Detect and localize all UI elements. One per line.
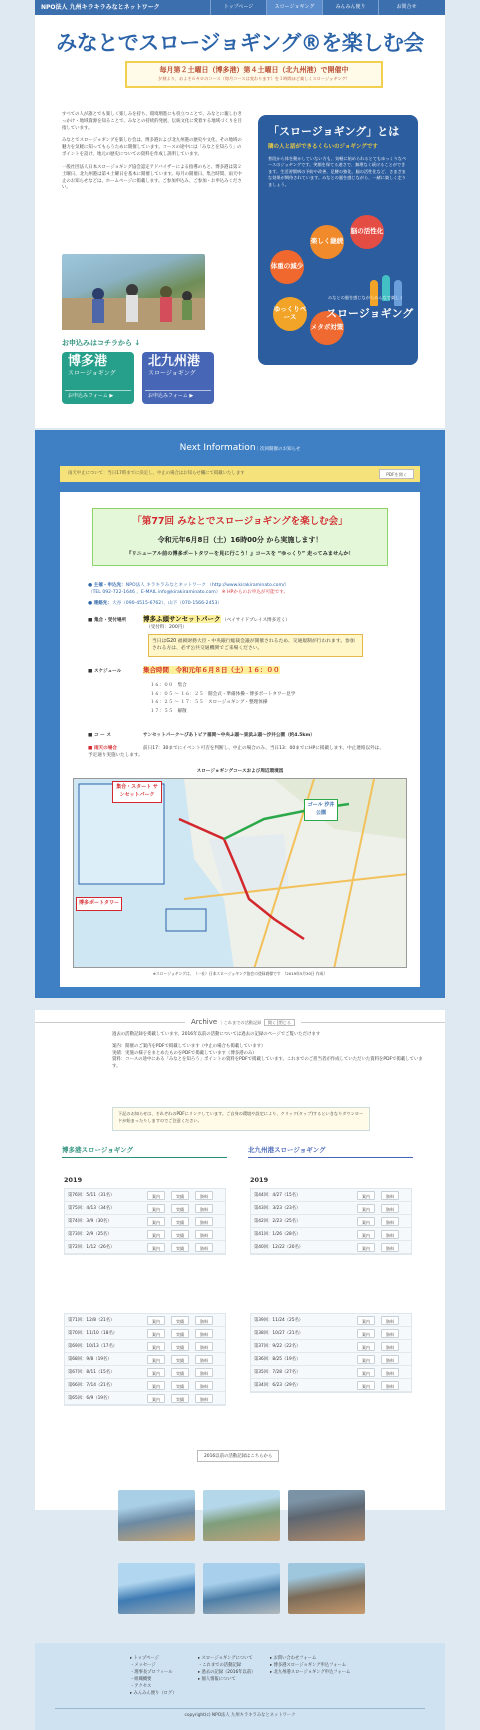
divider [55,1708,425,1709]
archive-item: 実績：実施の様子をまとめたものをPDFで掲載しています（博多港のみ） [112,1050,257,1056]
archive-row-label: 第74回：3/9（30名） [68,1219,112,1224]
hakata-archive-title: 博多港スロージョギング [62,1145,227,1158]
archive-row-label: 第72回：1/12（26名） [68,1245,115,1250]
runner-figure [370,280,378,306]
badge-continue: 楽しく継続 [310,225,344,259]
archive-row-label: 第73回：2/9（25名） [68,1232,112,1237]
apply-title: お申込みはコチラから ↓ [62,339,141,347]
hakata-archive-table-2 [64,1313,226,1406]
nav-minmin[interactable]: みんみん便り [322,0,378,15]
next-info-title: Next Information｜次回開催のお知らせ [179,443,301,453]
archive-row [65,1314,225,1327]
nav-top[interactable]: トップページ [210,0,266,15]
kita-year: 2019 [250,1176,269,1184]
contact-row: ● 連絡先：大谷（090-4515-6762）、山下（070-1566-2453） [88,601,222,606]
archive-docs-button[interactable]: 資料 [381,1381,399,1390]
archive-row-label: 第76回：5/11（31名） [68,1193,115,1198]
archive-docs-button[interactable]: 資料 [381,1316,399,1325]
archive-report-button[interactable]: 実績 [171,1243,189,1252]
archive-docs-button[interactable]: 資料 [195,1316,213,1325]
activity-photo [118,1563,195,1614]
site-footer [35,1643,445,1730]
about-caption: みなとの風を感じながらみんなで楽しく [328,295,404,300]
organizer-row: ● 主催・申込先：NPO法人 キラキラみなとネットワーク （http://www.kirakiraminato.com/） （TEL 092-722-1646 、E-MAIL info@kirakiraminato.com） ※ HPからのお申込が可能です。 [88,583,290,596]
archive-report-button[interactable]: 実績 [171,1316,189,1325]
archive-notice-button[interactable]: 案内 [147,1204,165,1213]
archive-docs-button[interactable]: 資料 [381,1204,399,1213]
archive-docs-button[interactable]: 資料 [195,1243,213,1252]
archive-row [65,1366,225,1379]
badge-brain: 脳の活性化 [350,215,384,249]
archive-docs-button[interactable]: 資料 [195,1381,213,1390]
footer-link[interactable]: ▸ トップページ [130,1656,159,1661]
next-info-section [35,430,445,998]
archive-notice-button[interactable]: 案内 [357,1204,375,1213]
map-label-goal: ゴール 汐井公園 [304,799,338,821]
about-big-label: スロージョギング [326,307,414,320]
archive-report-button[interactable]: 実績 [171,1191,189,1200]
place-row: ■ 集合・受付場所 博多ふ頭サンセットパーク （ベイサイドプレイス博多近く） （受付料：200円） [88,615,291,631]
archive-row [65,1379,225,1392]
schedule-row: ■ スケジュール 集合時間 令和元年６月８日（土）１６：００ [88,666,280,674]
archive-report-button[interactable]: 実績 [171,1342,189,1351]
archive-item: 資料：コースの途中にある「みなとを知ろう」ポイントの資料をPDFで掲載しています。これまでのご担当者が作成していただいた資料をPDFで掲載しています。 [112,1057,423,1070]
kita-archive-title: 北九州港スロージョギング [248,1145,413,1158]
schedule-sub: 夕刻より、およそ６キロのコース（毎月コースは変わります）を１時間ほど楽しくスロージョギング！ [158,75,350,81]
photo-illustration [62,254,205,330]
organizer-link[interactable]: NPO法人 キラキラみなとネットワーク （http://www.kirakiraminato.com/） [125,583,290,588]
archive-report-button[interactable]: 実績 [171,1381,189,1390]
archive-text [112,1032,430,1071]
archive-notice-button[interactable]: 案内 [357,1191,375,1200]
archive-row [65,1189,225,1202]
activity-photo [288,1490,365,1541]
runner-figure [394,280,402,306]
footer-link[interactable]: ・理事長プロフィール [130,1670,173,1676]
archive-row-label: 第75回：4/13（34名） [68,1206,115,1211]
global-nav [210,0,434,15]
nav-slow-jogging[interactable]: スロージョギング [266,0,322,15]
archive-section [35,1010,445,1510]
hakata-archive-table [64,1188,226,1255]
archive-row-label: 第42回：2/23（25名） [254,1219,301,1224]
archive-row [65,1215,225,1228]
archive-row-label: 第39回：11/24（25名） [254,1318,304,1323]
archive-row [251,1202,411,1215]
schedule-main: 毎月第２土曜日（博多港）第４土曜日（北九州港）で開催中 [159,66,349,74]
archive-docs-button[interactable]: 資料 [381,1355,399,1364]
traffic-notice: 当日はG20 福岡財務大臣・中央銀行総裁会議が開催されるため、交通規制が行われます。参加される方は、必ず公共交通機関でご来場ください。 [148,634,363,657]
nav-contact[interactable]: お問合せ [378,0,434,15]
archive-row [251,1314,411,1327]
archive-row [251,1340,411,1353]
archive-docs-button[interactable]: 資料 [381,1342,399,1351]
event-lead: 『リニューアル前の博多ポートタワーを見に行こう！』コースを “ゆっくり” 走ってみませんか！ [126,550,354,557]
archive-notice-button[interactable]: 案内 [147,1394,165,1403]
archive-row [65,1340,225,1353]
footer-link[interactable]: ・メッセージ [130,1663,156,1669]
archive-intro: 過去の活動記録を掲載しています。2016年以前の活動については過去の記録のページでご覧いただけます [112,1032,321,1037]
org-name[interactable]: NPO法人 九州キラキラみなとネットワーク [41,4,160,11]
archive-docs-button[interactable]: 資料 [195,1204,213,1213]
footer-link[interactable]: ・組織概要 [130,1677,152,1683]
archive-row [65,1228,225,1241]
archive-notice-button[interactable]: 案内 [147,1243,165,1252]
archive-row [65,1353,225,1366]
archive-row-label: 第71回：12/8（21名） [68,1318,115,1323]
activity-photo [203,1563,280,1614]
archive-row-label: 第37回：9/22（22名） [254,1344,301,1349]
archive-row-label: 第68回：9/8（19名） [68,1357,112,1362]
map-title: スロージョギングコースおよび周辺環境図 [196,769,284,774]
activity-photo [203,1490,280,1541]
event-date: 令和元年6月8日（土）16時00分 から実施します！ [157,535,323,544]
footer-link[interactable]: ・アクセス [130,1684,152,1690]
event-name: 「第77回 みなとでスロージョギングを楽しむ会」 [132,516,348,527]
course-row: ■ コ ー ス サンセットパーク～ぴあトピア福岡～中央ふ頭～東浜ふ頭～汐井公園（約4.5km） [88,733,315,738]
footer-col-1 [130,1655,177,1697]
archive-notice-button[interactable]: 案内 [147,1191,165,1200]
archive-docs-button[interactable]: 資料 [381,1230,399,1239]
intro-para-1: すべての人が誰とでも楽しく楽しみを持ち、環境増進にも役立つことで、みなとに親しむきっかけ・地域資源を知ることで、みなとの持続的発展、伝統文化に愛着する地域づくりを目指しています。 [62,112,242,131]
apply-kitakyushu-button[interactable]: 北九州港 スロージョギング お申込みフォーム ▶ [142,352,214,404]
archive-report-button[interactable]: 実績 [171,1217,189,1226]
course-map [73,778,407,968]
about-lead: 隣の人と話ができるくらいのジョギングです [268,144,378,151]
archive-row-label: 第65回：6/9（19名） [68,1396,112,1401]
archive-docs-button[interactable]: 資料 [195,1355,213,1364]
footer-link[interactable]: ▸ 個人情報について [198,1677,236,1683]
archive-report-button[interactable]: 実績 [171,1368,189,1377]
archive-docs-button[interactable]: 資料 [195,1329,213,1338]
archive-row-label: 第44回：4/27（15名） [254,1193,301,1198]
archive-row [251,1228,411,1241]
archive-notice-button[interactable]: 案内 [357,1355,375,1364]
archive-row-label: 第34回：6/23（29名） [254,1383,301,1388]
warning-text: 雨天中止について：当日17時までに決定し、中止の場合はお知らせ欄にて掲載いたします [68,471,245,476]
archive-item: 案内：開催のご案内をPDFで掲載しています（中止の場合も掲載しています） [112,1043,266,1049]
past-records-button[interactable]: 2016以前の活動記録はこちらから [197,1450,279,1462]
archive-notice-button[interactable]: 案内 [147,1316,165,1325]
archive-title: Archive ｜これまでの活動記録 開く│閉じる [185,1016,301,1028]
footer-col-2 [198,1655,255,1683]
event-notice [60,492,420,987]
schedule-banner [125,61,383,88]
archive-notice-button[interactable]: 案内 [357,1381,375,1390]
schedule-list: １６：００ 集合 １６：０５ ～ １６：２５ 開会式・準備体操・博多ポートタワー見学 １６：２５ ～ １７：５５ スロージョギング・整理体操 １７：５５ 解散 [150,683,296,715]
archive-row-label: 第43回：3/23（23名） [254,1206,301,1211]
archive-docs-button[interactable]: 資料 [381,1329,399,1338]
archive-docs-button[interactable]: 資料 [195,1394,213,1403]
archive-row [251,1241,411,1254]
archive-docs-button[interactable]: 資料 [195,1230,213,1239]
archive-docs-button[interactable]: 資料 [381,1368,399,1377]
hakata-year: 2019 [64,1176,83,1184]
archive-row [251,1215,411,1228]
archive-notice-button[interactable]: 案内 [357,1243,375,1252]
footer-link[interactable]: ▸ お問い合わせフォーム [270,1656,317,1661]
archive-row [251,1353,411,1366]
archive-docs-button[interactable]: 資料 [195,1217,213,1226]
archive-row-label: 第67回：8/11（15名） [68,1370,115,1375]
archive-notice-button[interactable]: 案内 [147,1355,165,1364]
footer-link[interactable]: ▸ 博多港スロージョギング申込フォーム [270,1663,347,1669]
apply-kitakyushu-form-link[interactable]: お申込みフォーム ▶ [145,390,211,401]
archive-notice-button[interactable]: 案内 [147,1217,165,1226]
map-credit: ※スロージョギングは、（一社）日本スロージョギング協会の登録商標です （2019年5月30日 作成） [152,971,328,976]
archive-report-button[interactable]: 実績 [171,1204,189,1213]
footer-link[interactable]: ▸ 北九州港スロージョギング申込フォーム [270,1670,351,1676]
archive-docs-button[interactable]: 資料 [195,1368,213,1377]
footer-link[interactable]: ▸ みんみん便り（ログ） [130,1691,177,1697]
copyright: copyright(c) NPO法人 九州キラキラみなとネットワーク [184,1713,296,1718]
archive-report-button[interactable]: 実績 [171,1355,189,1364]
kita-archive-table-2 [250,1313,412,1393]
archive-row [251,1189,411,1202]
archive-row-label: 第70回：11/10（18名） [68,1331,118,1336]
archive-row-label: 第69回：10/13（17名） [68,1344,118,1349]
archive-notice-button[interactable]: 案内 [357,1342,375,1351]
apply-hakata-form-link[interactable]: お申込みフォーム ▶ [65,390,131,401]
archive-report-button[interactable]: 実績 [171,1394,189,1403]
archive-notice-button[interactable]: 案内 [357,1368,375,1377]
archive-row-label: 第40回：12/22（20名） [254,1245,304,1250]
archive-notice-button[interactable]: 案内 [147,1381,165,1390]
rain-row: ■ 雨天の場合 前日17：30までにイベント可否を判断し、中止の場合のみ、当日13：00までにHPに掲載します。中止連絡以外は、予定通り実施いたします。 [88,746,384,759]
archive-notice-button[interactable]: 案内 [147,1342,165,1351]
badge-weight: 体重の減少 [270,250,304,284]
archive-row-label: 第66回：7/14（21名） [68,1383,115,1388]
footer-link[interactable]: ・これまでの活動記録 [198,1663,241,1669]
activity-photo [118,1490,195,1541]
archive-row [65,1392,225,1405]
event-headline [92,508,388,566]
apply-hakata-button[interactable]: 博多港 スロージョギング お申込みフォーム ▶ [62,352,134,404]
footer-col-3 [270,1655,350,1676]
archive-docs-button[interactable]: 資料 [381,1217,399,1226]
archive-row-label: 第38回：10/27（21名） [254,1331,304,1336]
open-pdf-button[interactable]: PDFを開く [379,469,414,479]
intro-para-3: 一般社団法人日本スロージョギング協会認定アドバイザーによる指導のもと、博多港は第２土曜日、北九州港は第４土曜日を基本に開催しています。毎月の開催日、集合時間、雨天中止のお知らせなどは、ホームページに掲載します。ご参加申込み、ご参加・お申込みください。 [62,164,242,191]
archive-notice-button[interactable]: 案内 [357,1329,375,1338]
archive-notice-button[interactable]: 案内 [147,1230,165,1239]
about-title: 「スロージョギング」とは [268,125,400,138]
archive-toggle[interactable]: 開く│閉じる [264,1019,295,1026]
map-illustration [74,779,407,968]
archive-notice-button[interactable]: 案内 [357,1217,375,1226]
badge-slow-pace: ゆっくりペース [273,297,307,331]
rain-warning [60,466,420,482]
archive-notice-button[interactable]: 案内 [357,1316,375,1325]
badge-metabo: メタボ対策 [310,311,344,345]
footer-link[interactable]: ▸ 過去の記録（2016年以前） [198,1670,256,1676]
archive-row [251,1379,411,1392]
about-slow-jogging [258,115,418,365]
archive-report-button[interactable]: 実績 [171,1230,189,1239]
map-label-tower: 博多ポートタワー [76,897,122,911]
archive-row [65,1327,225,1340]
site-header [35,0,445,15]
page-title: みなとでスロージョギング®を楽しむ会 [56,31,424,55]
about-text: 普段から体を動かしていない方も、気軽に始められるとてもゆっくりなペースのジョギングです。笑顔を保てる速さで、無理なく続けることができます。生活習慣病の予防や改善、足腰の強化、脳の活性化など、さまざまな効果が期待されています。みなとの風を感じながら、一緒に楽しく走りましょう。 [268,155,407,187]
archive-row-label: 第35回：7/28（27名） [254,1370,301,1375]
archive-row [65,1202,225,1215]
archive-notice-button[interactable]: 案内 [147,1329,165,1338]
archive-row-label: 第41回：1/26（28名） [254,1232,301,1237]
archive-docs-button[interactable]: 資料 [195,1342,213,1351]
archive-notice-button[interactable]: 案内 [357,1230,375,1239]
footer-link[interactable]: ▸ スロージョギングについて [198,1656,253,1661]
archive-note: 下記のお知らせは、それぞれのPDFにリンクしています。ご自身の環境や設定により、クリック(タップ)するといきなりダウンロードが始まったりしますのでご注意ください。 [112,1107,370,1131]
intro-text [62,112,242,198]
archive-row-label: 第36回：8/25（19名） [254,1357,301,1362]
map-label-start: 集合・スタート サンセットパーク [112,781,162,803]
archive-report-button[interactable]: 実績 [171,1329,189,1338]
archive-row [65,1241,225,1254]
archive-notice-button[interactable]: 案内 [147,1368,165,1377]
runners-photo [62,254,205,330]
archive-docs-button[interactable]: 資料 [381,1243,399,1252]
intro-para-2: みなとでスロージョギングを楽しむ会は、博多港および北九州港の歴史や文化、その地域の魅力を気軽に知ってもらうために開催しています。コースの途中には「みなとを知ろう」のポイントを設け、地元の歴史についての資料を作成し説明しています。 [62,138,242,158]
archive-docs-button[interactable]: 資料 [381,1191,399,1200]
archive-row [251,1327,411,1340]
archive-docs-button[interactable]: 資料 [195,1191,213,1200]
activity-photo [288,1563,365,1614]
archive-row [251,1366,411,1379]
kita-archive-table [250,1188,412,1255]
